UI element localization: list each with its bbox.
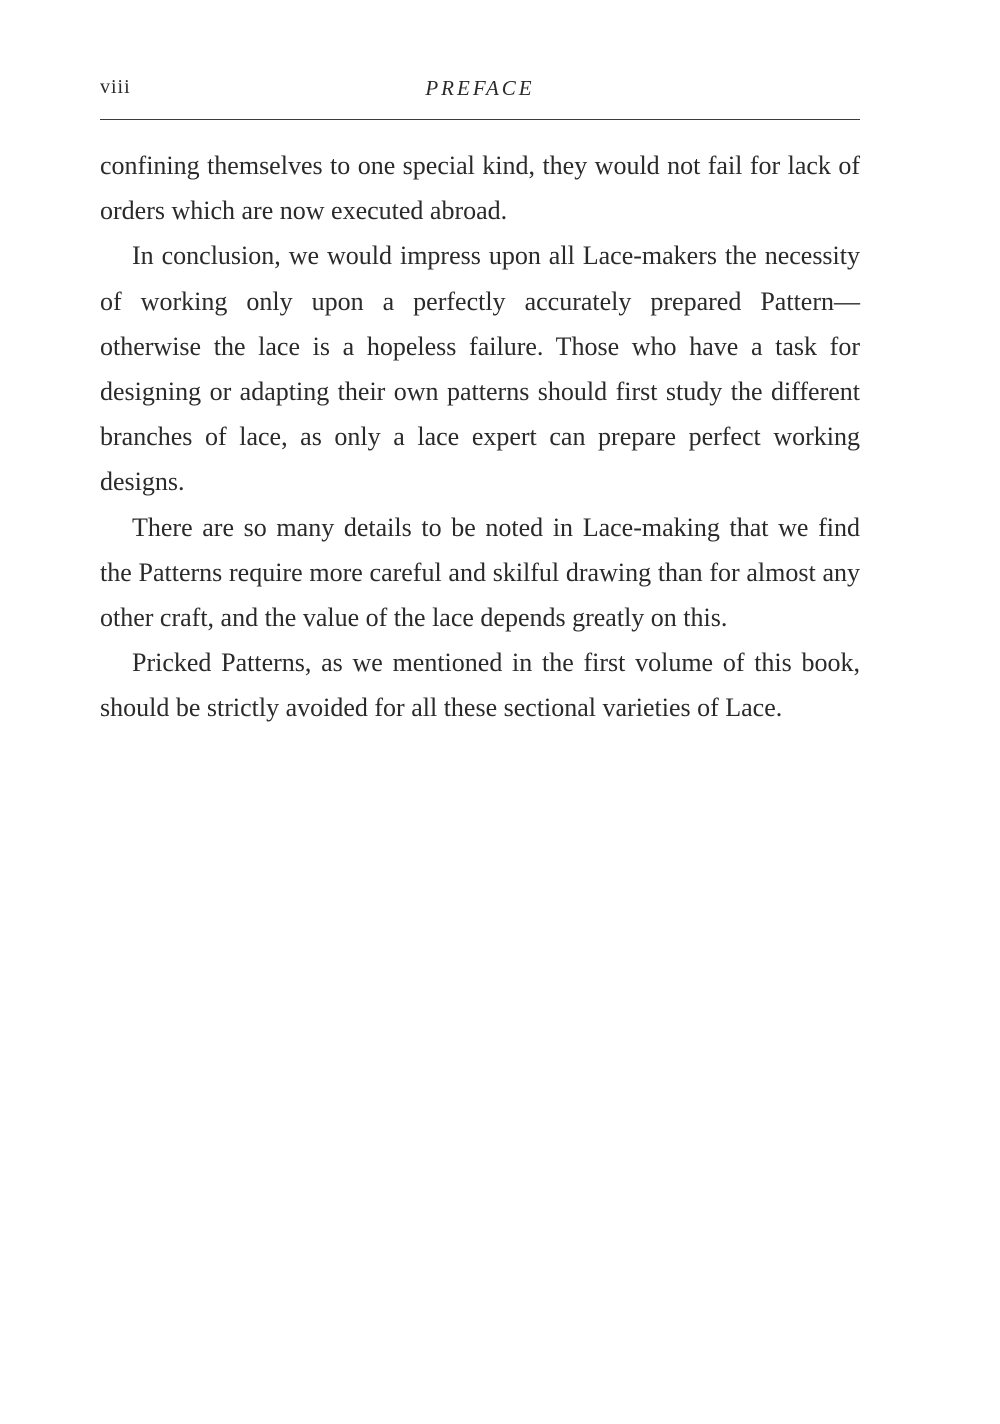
page-number: viii <box>100 76 131 98</box>
paragraph: In conclusion, we would impress upon all Lace-makers the necessity of working only upon a perfectly accurately prepared Pattern—otherwise the lace is a hopeless failure. Those who have a task for designing or adapting their own patterns should first study the different branches of lace, as only a lace expert can prepare perfect working designs. <box>100 241 860 497</box>
running-title: PREFACE <box>425 76 535 100</box>
paragraph: Pricked Patterns, as we mentioned in the first volume of this book, should be strictly avoided for all these sectional varieties of Lace. <box>100 648 860 723</box>
paragraph: There are so many details to be noted in Lace-making that we find the Patterns require more careful and skilful drawing than for almost any other craft, and the value of the lace depends greatly on this. <box>100 512 860 633</box>
paragraph-continued: confining themselves to one special kind, they would not fail for lack of orders which are now executed abroad. <box>100 151 860 226</box>
header-rule <box>100 119 860 120</box>
body-text <box>100 143 860 731</box>
running-head <box>100 76 860 108</box>
